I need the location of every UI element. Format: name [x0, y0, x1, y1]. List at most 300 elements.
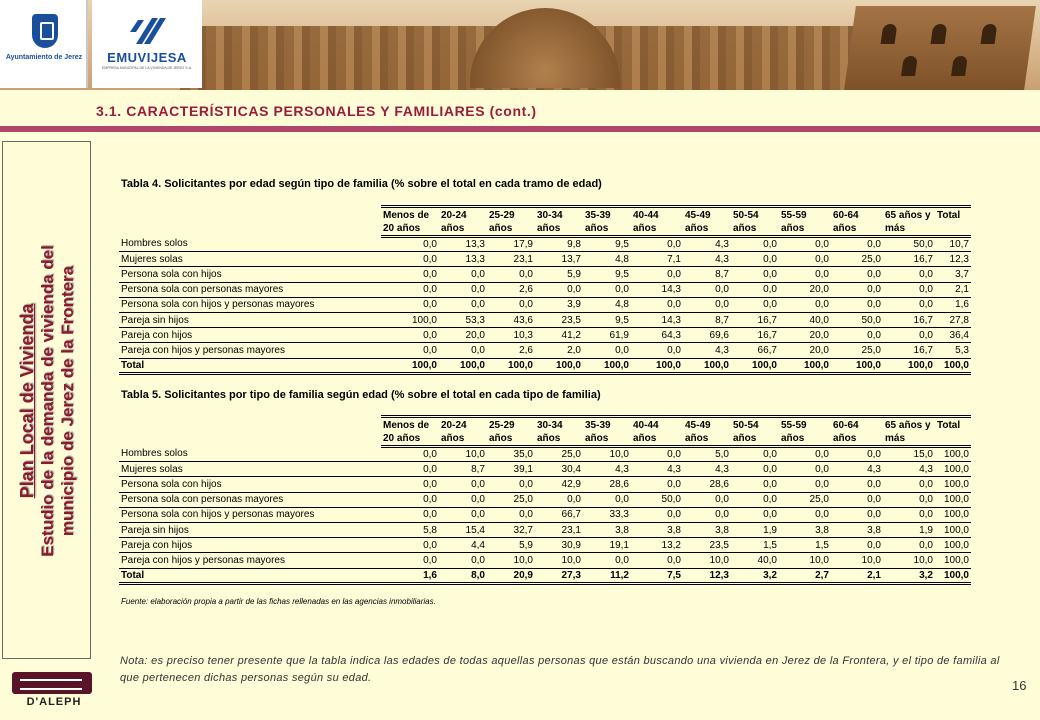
table4-cell: 9,5	[583, 312, 631, 327]
table4-cell: 66,7	[731, 343, 779, 358]
table5-cell: 0,0	[583, 492, 631, 507]
table4-cell: 0,0	[631, 237, 683, 252]
table4-cell: 0,0	[831, 297, 883, 312]
table4-cell: 2,0	[535, 343, 583, 358]
table4-cell: 100,0	[883, 358, 935, 373]
table5-cell: 2,1	[831, 568, 883, 583]
table5-cell: 27,3	[535, 568, 583, 583]
table4-cell: 0,0	[487, 297, 535, 312]
table5-cell: 3,2	[883, 568, 935, 583]
table5-cell: 0,0	[683, 507, 731, 522]
table5-cell: 0,0	[439, 477, 487, 492]
table5-cell: 32,7	[487, 522, 535, 537]
table5-header-row	[119, 417, 971, 432]
table5-row-label: Pareja con hijos	[119, 538, 381, 553]
table4-cell: 0,0	[439, 267, 487, 282]
table5-cell: 10,0	[583, 447, 631, 462]
table4-column-header: 30-34	[535, 207, 583, 222]
table5-cell: 13,2	[631, 538, 683, 553]
table4-cell: 5,9	[535, 267, 583, 282]
table5-cell: 7,5	[631, 568, 683, 583]
table5-row-label: Persona sola con hijos y personas mayores	[119, 507, 381, 522]
table5-cell: 0,0	[883, 507, 935, 522]
table4-cell: 16,7	[883, 343, 935, 358]
table4-cell: 0,0	[583, 343, 631, 358]
table5-cell: 30,9	[535, 538, 583, 553]
table5-cell: 0,0	[883, 477, 935, 492]
table5-column-header: más	[883, 432, 935, 447]
table5-cell: 23,5	[683, 538, 731, 553]
table4-cell: 0,0	[683, 282, 731, 297]
table4-column-header: 20 años	[381, 222, 439, 237]
table4-cell: 16,7	[731, 328, 779, 343]
table5	[119, 415, 971, 585]
table5-cell: 4,3	[683, 462, 731, 477]
table4-cell: 0,0	[883, 328, 935, 343]
table4-cell: 100,0	[583, 358, 631, 373]
table4-cell: 27,8	[935, 312, 971, 327]
table5-cell: 5,9	[487, 538, 535, 553]
table4-cell: 0,0	[381, 328, 439, 343]
table5-cell: 4,4	[439, 538, 487, 553]
table5-column-header: 35-39	[583, 417, 631, 432]
table5-cell: 35,0	[487, 447, 535, 462]
table4-cell: 9,5	[583, 267, 631, 282]
table5-cell: 3,8	[583, 522, 631, 537]
table4-cell: 10,3	[487, 328, 535, 343]
table5-cell: 0,0	[381, 462, 439, 477]
table5-cell: 8,0	[439, 568, 487, 583]
table5-cell: 0,0	[583, 553, 631, 568]
table4-title: Tabla 4. Solicitantes por edad según tipo de familia (% sobre el total en cada tramo de edad)	[121, 178, 602, 190]
daleph-logo	[8, 670, 96, 710]
table5-cell: 3,8	[779, 522, 831, 537]
table5-column-header: 50-54	[731, 417, 779, 432]
table4-column-header: 50-54	[731, 207, 779, 222]
table4-header-blank	[119, 207, 381, 222]
ayuntamiento-logo	[0, 0, 88, 88]
table4-column-header: años	[583, 222, 631, 237]
ayuntamiento-logo-text: Ayuntamiento de Jerez	[5, 54, 83, 61]
table4-cell: 4,8	[583, 297, 631, 312]
table5-cell: 100,0	[935, 553, 971, 568]
table5-cell: 15,4	[439, 522, 487, 537]
emuvijesa-logo	[92, 0, 202, 88]
table4-column-header: años	[831, 222, 883, 237]
table5-cell: 0,0	[883, 492, 935, 507]
table4-cell: 25,0	[831, 252, 883, 267]
table5-cell: 28,6	[583, 477, 631, 492]
table5-column-header: 65 años y	[883, 417, 935, 432]
table4-cell: 0,0	[883, 267, 935, 282]
table4-cell: 4,3	[683, 252, 731, 267]
table5-column-header: 45-49	[683, 417, 731, 432]
table4-cell: 7,1	[631, 252, 683, 267]
table5-column-header: 60-64	[831, 417, 883, 432]
table4-cell: 3,7	[935, 267, 971, 282]
table4-column-header: 35-39	[583, 207, 631, 222]
table4-header-row	[119, 207, 971, 222]
table5-cell: 50,0	[631, 492, 683, 507]
table4-column-header: años	[779, 222, 831, 237]
table5-cell: 10,0	[883, 553, 935, 568]
table4-cell: 43,6	[487, 312, 535, 327]
table5-row-label: Pareja con hijos y personas mayores	[119, 553, 381, 568]
table4-column-header: años	[487, 222, 535, 237]
table4-cell: 0,0	[381, 343, 439, 358]
table5-cell: 100,0	[935, 522, 971, 537]
table4-cell: 0,0	[683, 297, 731, 312]
table5-cell: 0,0	[731, 477, 779, 492]
table5-row-label: Pareja sin hijos	[119, 522, 381, 537]
table5-cell: 100,0	[935, 538, 971, 553]
table4-cell: 0,0	[731, 297, 779, 312]
table4-cell: 23,5	[535, 312, 583, 327]
table4-column-header: años	[631, 222, 683, 237]
table5-column-header: años	[439, 432, 487, 447]
table5-column-header: 40-44	[631, 417, 683, 432]
table4-cell: 0,0	[831, 267, 883, 282]
table4-column-header: Total	[935, 207, 971, 222]
table4-cell: 13,3	[439, 252, 487, 267]
table5-cell: 0,0	[731, 507, 779, 522]
table5-cell: 1,5	[731, 538, 779, 553]
table4-cell: 0,0	[439, 343, 487, 358]
table4-cell: 0,0	[831, 328, 883, 343]
table5-cell: 12,3	[683, 568, 731, 583]
table4-cell: 4,3	[683, 343, 731, 358]
table4-cell: 64,3	[631, 328, 683, 343]
table5-row-label: Persona sola con personas mayores	[119, 492, 381, 507]
table4-cell: 0,0	[779, 267, 831, 282]
table5-cell: 0,0	[779, 507, 831, 522]
table4-cell: 0,0	[779, 237, 831, 252]
table5-cell: 0,0	[487, 507, 535, 522]
table5-cell: 1,6	[381, 568, 439, 583]
table5-cell: 100,0	[935, 492, 971, 507]
table4-cell: 0,0	[381, 282, 439, 297]
table5-cell: 10,0	[779, 553, 831, 568]
sidebar-subtitle-line1: Estudio de la demanda de vivienda del	[38, 245, 57, 557]
table5-cell: 0,0	[631, 447, 683, 462]
table4-cell: 100,0	[487, 358, 535, 373]
table5-column-header: años	[683, 432, 731, 447]
table5-column-header: 25-29	[487, 417, 535, 432]
table5-header-blank	[119, 417, 381, 432]
table4-row	[119, 328, 971, 343]
table5-cell: 100,0	[935, 447, 971, 462]
daleph-mark-icon	[12, 672, 92, 694]
table5-cell: 25,0	[779, 492, 831, 507]
source-note: Fuente: elaboración propia a partir de las fichas rellenadas en las agencias inmobiliarias.	[121, 597, 436, 606]
table5-row	[119, 447, 971, 462]
table4-total-row	[119, 358, 971, 373]
table4-row-label: Total	[119, 358, 381, 373]
table5-cell: 10,0	[439, 447, 487, 462]
table4-cell: 0,0	[831, 282, 883, 297]
table4-cell: 100,0	[381, 358, 439, 373]
table4-row	[119, 252, 971, 267]
table5-header-blank	[119, 432, 381, 447]
table5-cell: 4,3	[583, 462, 631, 477]
table4-cell: 100,0	[631, 358, 683, 373]
table5-cell: 0,0	[381, 553, 439, 568]
table5-cell: 100,0	[935, 462, 971, 477]
table4-cell: 0,0	[779, 252, 831, 267]
table4-cell: 50,0	[831, 312, 883, 327]
table4-cell: 4,3	[683, 237, 731, 252]
table5-cell: 0,0	[381, 477, 439, 492]
table4-cell: 0,0	[381, 267, 439, 282]
table5-cell: 0,0	[779, 477, 831, 492]
table4-column-header: 20-24	[439, 207, 487, 222]
table4-cell: 100,0	[683, 358, 731, 373]
table5-cell: 8,7	[439, 462, 487, 477]
emuvijesa-logo-text: EMUVIJESA	[107, 50, 187, 65]
sidebar-panel	[2, 141, 91, 659]
table4-cell: 8,7	[683, 312, 731, 327]
table5-cell: 0,0	[731, 462, 779, 477]
table4-column-header: más	[883, 222, 935, 237]
table5-header-row	[119, 432, 971, 447]
table5-cell: 11,2	[583, 568, 631, 583]
table4-cell: 0,0	[731, 282, 779, 297]
table4-row-label: Persona sola con hijos	[119, 267, 381, 282]
table5-cell: 28,6	[683, 477, 731, 492]
table4-cell: 0,0	[583, 282, 631, 297]
table5-row-label: Mujeres solas	[119, 462, 381, 477]
table4-cell: 0,0	[535, 282, 583, 297]
table4-row	[119, 237, 971, 252]
table4-cell: 100,0	[439, 358, 487, 373]
table5-cell: 0,0	[631, 477, 683, 492]
table5-cell: 0,0	[439, 492, 487, 507]
table5-cell: 0,0	[831, 507, 883, 522]
table4-cell: 100,0	[831, 358, 883, 373]
table4-cell: 20,0	[779, 328, 831, 343]
title-rule	[0, 126, 1040, 132]
table5-row	[119, 477, 971, 492]
table4-cell: 0,0	[883, 282, 935, 297]
table5-column-header: 30-34	[535, 417, 583, 432]
table4-column-header: 25-29	[487, 207, 535, 222]
table4-cell: 0,0	[631, 267, 683, 282]
table4-cell: 40,0	[779, 312, 831, 327]
table5-cell: 0,0	[631, 507, 683, 522]
table4-cell: 100,0	[381, 312, 439, 327]
table5-title: Tabla 5. Solicitantes por tipo de familia según edad (% sobre el total en cada tipo de familia)	[121, 389, 601, 401]
table5-cell: 0,0	[683, 492, 731, 507]
table5-cell: 4,3	[831, 462, 883, 477]
table5-cell: 2,7	[779, 568, 831, 583]
table5-column-header: años	[631, 432, 683, 447]
table5-cell: 10,0	[535, 553, 583, 568]
table5-row-label: Persona sola con hijos	[119, 477, 381, 492]
table5-cell: 0,0	[487, 477, 535, 492]
table5-row	[119, 507, 971, 522]
table5-cell: 42,9	[535, 477, 583, 492]
shield-icon	[32, 14, 58, 48]
table4-cell: 0,0	[439, 282, 487, 297]
table5-cell: 5,0	[683, 447, 731, 462]
table4-cell: 20,0	[779, 282, 831, 297]
table5-cell: 4,3	[883, 462, 935, 477]
table5-cell: 3,2	[731, 568, 779, 583]
table5-cell: 0,0	[535, 492, 583, 507]
table4-cell: 4,8	[583, 252, 631, 267]
table4-cell: 0,0	[731, 267, 779, 282]
table4-cell: 1,6	[935, 297, 971, 312]
table4-row	[119, 282, 971, 297]
table5-cell: 0,0	[883, 538, 935, 553]
table4-row-label: Persona sola con hijos y personas mayores	[119, 297, 381, 312]
table5-row-label: Hombres solos	[119, 447, 381, 462]
table5-column-header: años	[487, 432, 535, 447]
table5-cell: 1,9	[731, 522, 779, 537]
table5-cell: 0,0	[381, 492, 439, 507]
table4-cell: 2,6	[487, 343, 535, 358]
table4-column-header: años	[731, 222, 779, 237]
table5-cell: 3,8	[831, 522, 883, 537]
table5-cell: 100,0	[935, 568, 971, 583]
table5-cell: 100,0	[935, 477, 971, 492]
table4-cell: 14,3	[631, 312, 683, 327]
table4-column-header: años	[683, 222, 731, 237]
table4-cell: 8,7	[683, 267, 731, 282]
table5-cell: 19,1	[583, 538, 631, 553]
table5-cell: 1,5	[779, 538, 831, 553]
table4-cell: 16,7	[883, 252, 935, 267]
table4-cell: 16,7	[731, 312, 779, 327]
table4-cell: 0,0	[487, 267, 535, 282]
table4-cell: 0,0	[731, 237, 779, 252]
table4-column-header: 45-49	[683, 207, 731, 222]
table4-row-label: Pareja con hijos	[119, 328, 381, 343]
table4-row	[119, 267, 971, 282]
table5-cell: 0,0	[779, 447, 831, 462]
table4-cell: 100,0	[535, 358, 583, 373]
table4-cell: 0,0	[631, 343, 683, 358]
table5-cell: 0,0	[831, 492, 883, 507]
table4-cell: 61,9	[583, 328, 631, 343]
table4-cell: 20,0	[779, 343, 831, 358]
table5-cell: 100,0	[935, 507, 971, 522]
table5-cell: 1,9	[883, 522, 935, 537]
table4-column-header: 60-64	[831, 207, 883, 222]
table4-cell: 0,0	[883, 297, 935, 312]
table4-row-label: Persona sola con personas mayores	[119, 282, 381, 297]
header-banner	[0, 0, 1040, 90]
daleph-logo-text: D'ALEPH	[26, 696, 82, 708]
table5-column-header: años	[535, 432, 583, 447]
table4-row	[119, 343, 971, 358]
table4-cell: 0,0	[381, 297, 439, 312]
table5-column-header: Menos de	[381, 417, 439, 432]
table5-cell: 40,0	[731, 553, 779, 568]
table4-column-header	[935, 222, 971, 237]
table4-row-label: Pareja con hijos y personas mayores	[119, 343, 381, 358]
table4-header-row	[119, 222, 971, 237]
table4-row	[119, 312, 971, 327]
table5-cell: 0,0	[779, 462, 831, 477]
table4-cell: 53,3	[439, 312, 487, 327]
table5-column-header	[935, 432, 971, 447]
table4-row	[119, 297, 971, 312]
table5-cell: 25,0	[487, 492, 535, 507]
section-title: 3.1. CARACTERÍSTICAS PERSONALES Y FAMILIARES (cont.)	[96, 103, 537, 119]
table5-cell: 5,8	[381, 522, 439, 537]
table5-cell: 10,0	[683, 553, 731, 568]
table4-cell: 0,0	[631, 297, 683, 312]
table5-cell: 0,0	[381, 538, 439, 553]
table5-cell: 0,0	[381, 507, 439, 522]
table4-cell: 69,6	[683, 328, 731, 343]
table5-cell: 39,1	[487, 462, 535, 477]
table5-cell: 0,0	[731, 492, 779, 507]
table4-row-label: Pareja sin hijos	[119, 312, 381, 327]
table5-cell: 30,4	[535, 462, 583, 477]
table4	[119, 205, 971, 375]
table5-cell: 3,8	[683, 522, 731, 537]
table4-cell: 13,3	[439, 237, 487, 252]
table4-cell: 0,0	[381, 252, 439, 267]
table5-column-header: 20-24	[439, 417, 487, 432]
table5-cell: 20,9	[487, 568, 535, 583]
table4-cell: 12,3	[935, 252, 971, 267]
table5-cell: 0,0	[831, 538, 883, 553]
table5-column-header: años	[583, 432, 631, 447]
table5-cell: 0,0	[731, 447, 779, 462]
table5-column-header: años	[731, 432, 779, 447]
table5-row	[119, 522, 971, 537]
table4-cell: 25,0	[831, 343, 883, 358]
table4-cell: 0,0	[731, 252, 779, 267]
table5-column-header: años	[831, 432, 883, 447]
page-number: 16	[1012, 678, 1027, 693]
table4-cell: 5,3	[935, 343, 971, 358]
table4-column-header: años	[439, 222, 487, 237]
table4-column-header: 55-59	[779, 207, 831, 222]
table5-cell: 10,0	[831, 553, 883, 568]
table5-column-header: años	[779, 432, 831, 447]
table5-column-header: Total	[935, 417, 971, 432]
table5-cell: 66,7	[535, 507, 583, 522]
table4-cell: 3,9	[535, 297, 583, 312]
table5-column-header: 55-59	[779, 417, 831, 432]
table4-column-header: 40-44	[631, 207, 683, 222]
table5-cell: 15,0	[883, 447, 935, 462]
table4-row-label: Hombres solos	[119, 237, 381, 252]
bell-tower	[844, 6, 1036, 90]
table5-cell: 0,0	[831, 477, 883, 492]
table5-row	[119, 553, 971, 568]
table5-row	[119, 462, 971, 477]
table4-cell: 20,0	[439, 328, 487, 343]
table4-cell: 0,0	[831, 237, 883, 252]
table4-cell: 13,7	[535, 252, 583, 267]
table4-cell: 14,3	[631, 282, 683, 297]
table4-cell: 9,5	[583, 237, 631, 252]
table4-cell: 23,1	[487, 252, 535, 267]
table4-cell: 2,6	[487, 282, 535, 297]
table5-cell: 0,0	[831, 447, 883, 462]
table5-cell: 23,1	[535, 522, 583, 537]
table4-cell: 17,9	[487, 237, 535, 252]
table4-cell: 0,0	[381, 237, 439, 252]
table4-cell: 36,4	[935, 328, 971, 343]
table5-cell: 4,3	[631, 462, 683, 477]
table5-column-header: 20 años	[381, 432, 439, 447]
